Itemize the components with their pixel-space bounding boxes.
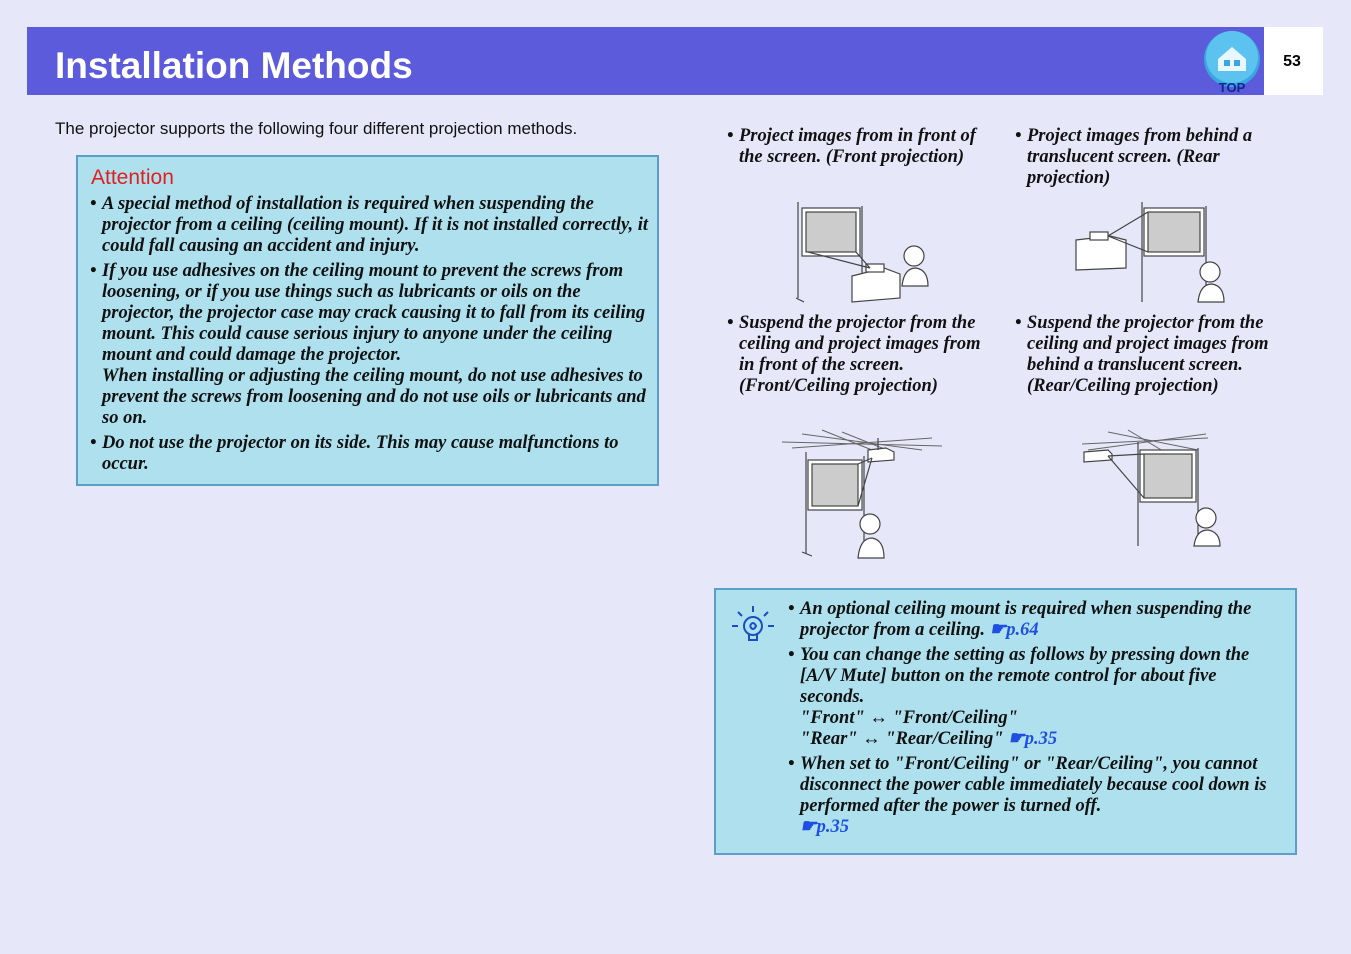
reference-icon: ☛ xyxy=(989,620,1007,640)
attention-item-continued: When installing or adjusting the ceiling mount, do not use adhesives to prevent the screws from loosening and do not use oils or lubricants and so on. xyxy=(102,366,646,428)
attention-item: • If you use adhesives on the ceiling mount to prevent the screws from loosening, or if you use things such as lubricants or oils on the projector, the projector case may crack causing it to fall from its ceiling mount. This could cause serious injury to anyone under the ceiling mount and could damage the projector. xyxy=(90,261,646,365)
page-link[interactable]: p.64 xyxy=(1006,620,1039,640)
method-rear-ceiling: • Suspend the projector from the ceiling and project images from behind a translucent screen. (Rear/Ceiling projection) xyxy=(1015,313,1269,396)
tip-lightbulb-icon xyxy=(730,602,776,648)
double-arrow-icon: ↔ xyxy=(869,708,888,728)
top-button[interactable] xyxy=(1198,27,1266,95)
method-front-ceiling: • Suspend the projector from the ceiling and project images from in front of the screen. (Front/Ceiling projection) xyxy=(727,313,981,396)
page-number: 53 xyxy=(1283,53,1301,70)
method-rear: • Project images from behind a translucent screen. (Rear projection) xyxy=(1015,126,1253,188)
reference-icon: ☛ xyxy=(800,817,817,837)
double-arrow-icon: ↔ xyxy=(862,729,881,749)
top-label: TOP xyxy=(1218,80,1246,95)
method-front: • Project images from in front of the screen. (Front projection) xyxy=(727,126,976,167)
tips-box xyxy=(714,588,1297,855)
tip-item: • When set to "Front/Ceiling" or "Rear/Ceiling", you cannot disconnect the power cable immediately because cool down is performed after the power is turned off. ☛p.35 xyxy=(788,754,1267,837)
front-ceiling-projection-illustration xyxy=(782,428,947,560)
reference-icon: ☛ xyxy=(1008,729,1025,749)
page-link[interactable]: p.35 xyxy=(816,817,849,837)
tip-item: • An optional ceiling mount is required when suspending the projector from a ceiling. ☛p.64 xyxy=(788,599,1252,640)
attention-box xyxy=(76,155,659,486)
page-header xyxy=(27,27,1264,95)
intro-text: The projector supports the following four different projection methods. xyxy=(55,119,578,138)
rear-ceiling-projection-illustration xyxy=(1078,428,1228,550)
page-link[interactable]: p.35 xyxy=(1024,729,1058,749)
page-title: Installation Methods xyxy=(55,45,413,86)
attention-item: • A special method of installation is required when suspending the projector from a ceiling (ceiling mount). If it is not installed correctly, it could fall causing an accident and injury. xyxy=(90,194,649,256)
rear-projection-illustration xyxy=(1070,198,1235,306)
attention-title: Attention xyxy=(91,166,174,189)
home-icon xyxy=(1198,27,1266,95)
page-number-box xyxy=(1264,27,1323,95)
front-projection-illustration xyxy=(790,198,940,306)
attention-item: • Do not use the projector on its side. This may cause malfunctions to occur. xyxy=(90,433,619,474)
tip-item: • You can change the setting as follows by pressing down the [A/V Mute] button on the remote control for about five seconds. "Front" ↔ "Front/Ceiling" "Rear" ↔ "Rear/Ceiling" ☛p.35 xyxy=(788,645,1250,749)
